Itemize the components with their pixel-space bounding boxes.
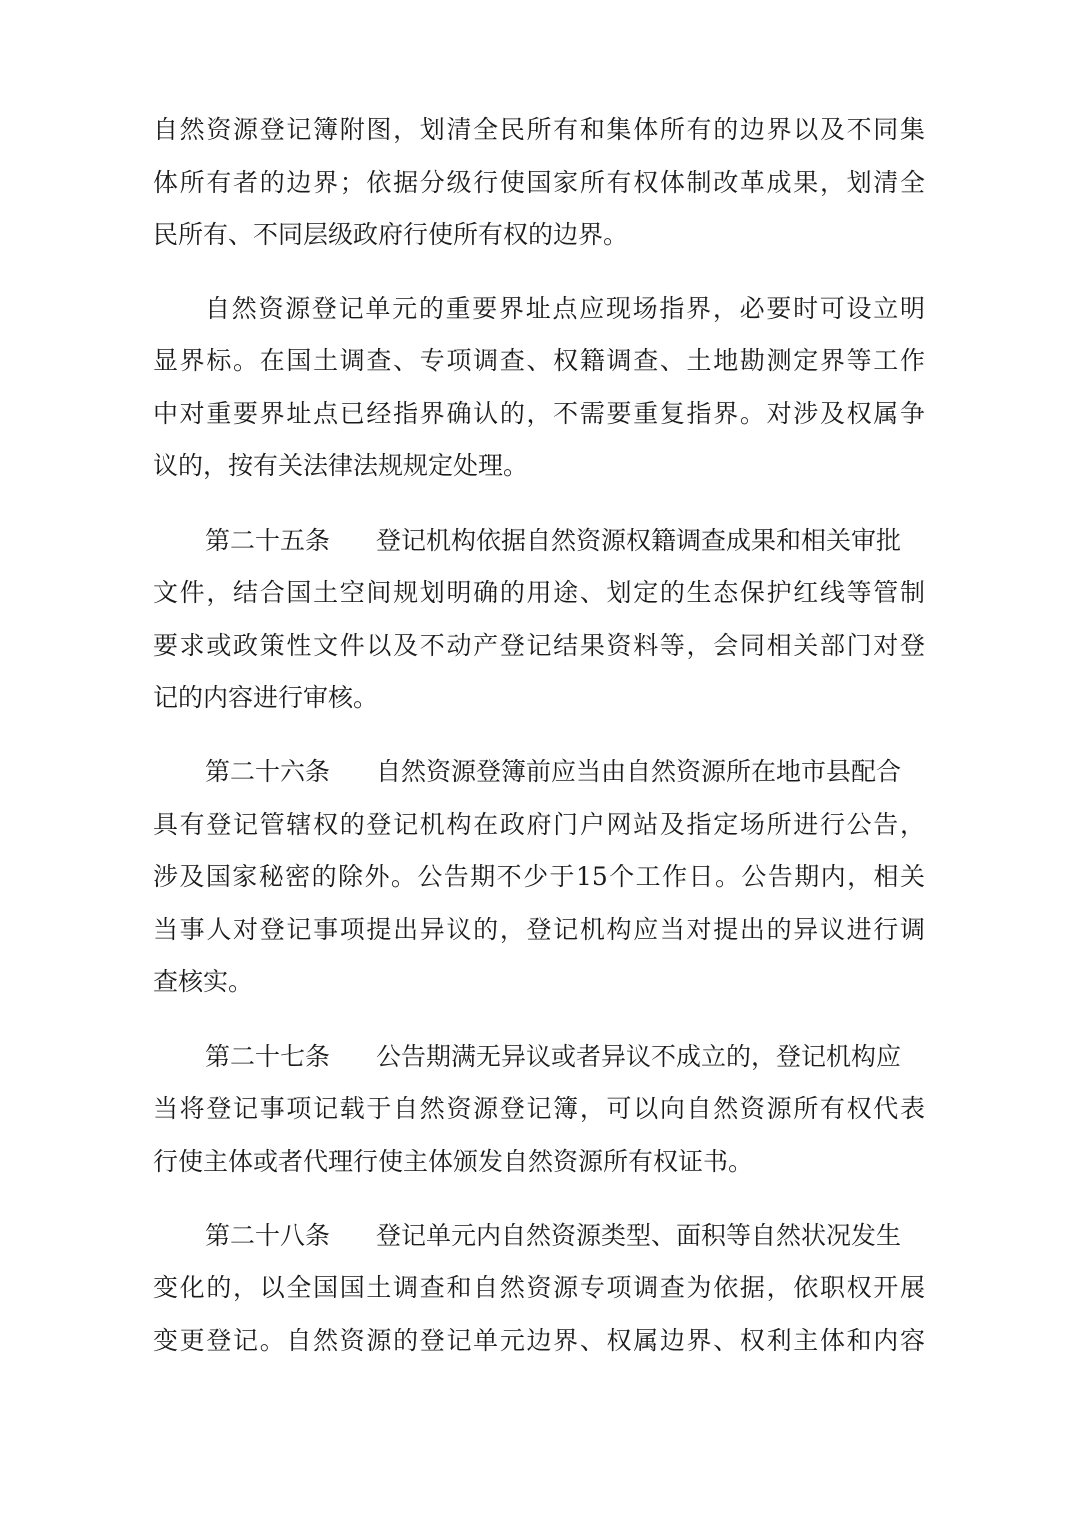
- text-line: 行使主体或者代理行使主体颁发自然资源所有权证书。: [153, 1147, 754, 1176]
- article-first-line: [205, 1216, 925, 1256]
- article-first-line: [205, 1037, 925, 1077]
- text-line: 民所有、不同层级政府行使所有权的边界。: [153, 220, 629, 249]
- article-first-line: [205, 752, 925, 792]
- text-line: 自然资源登记簿附图，划清全民所有和集体所有的边界以及不同集: [153, 115, 925, 144]
- text-line: 公告期满无异议或者异议不成立的，登记机构应: [376, 1042, 902, 1071]
- text-line: 要求或政策性文件以及不动产登记结果资料等，会同相关部门对登: [153, 631, 925, 660]
- text-line: 登记机构依据自然资源权籍调查成果和相关审批: [376, 526, 902, 555]
- article-number: 第二十五条: [205, 526, 331, 555]
- text-line: 具有登记管辖权的登记机构在政府门户网站及指定场所进行公告，: [153, 810, 925, 839]
- text-line: 涉及国家秘密的除外。公告期不少于15个工作日。公告期内，相关: [153, 862, 925, 891]
- text-line: 变化的，以全国国土调查和自然资源专项调查为依据，依职权开展: [153, 1273, 925, 1302]
- article-number: 第二十六条: [205, 757, 331, 786]
- text-line: 自然资源登簿前应当由自然资源所在地市县配合: [376, 757, 902, 786]
- text-line: 当将登记事项记载于自然资源登记簿，可以向自然资源所有权代表: [153, 1094, 925, 1123]
- article-number: 第二十八条: [205, 1221, 331, 1250]
- text-line: 议的，按有关法律法规规定处理。: [153, 451, 529, 480]
- text-line: 记的内容进行审核。: [153, 683, 379, 712]
- article-number: 第二十七条: [205, 1042, 331, 1071]
- text-line: 中对重要界址点已经指界确认的，不需要重复指界。对涉及权属争: [153, 399, 925, 428]
- text-line: 显界标。在国土调查、专项调查、权籍调查、土地勘测定界等工作: [153, 346, 925, 375]
- text-line: 查核实。: [153, 967, 254, 996]
- text-line: 文件，结合国土空间规划明确的用途、划定的生态保护红线等管制: [153, 578, 925, 607]
- text-line: 自然资源登记单元的重要界址点应现场指界，必要时可设立明: [205, 294, 925, 323]
- text-line: 当事人对登记事项提出异议的，登记机构应当对提出的异议进行调: [153, 915, 925, 944]
- text-line: 登记单元内自然资源类型、面积等自然状况发生: [376, 1221, 902, 1250]
- text-line: 体所有者的边界；依据分级行使国家所有权体制改革成果，划清全: [153, 168, 925, 197]
- article-first-line: [205, 521, 925, 561]
- text-line: 变更登记。自然资源的登记单元边界、权属边界、权利主体和内容: [153, 1326, 925, 1355]
